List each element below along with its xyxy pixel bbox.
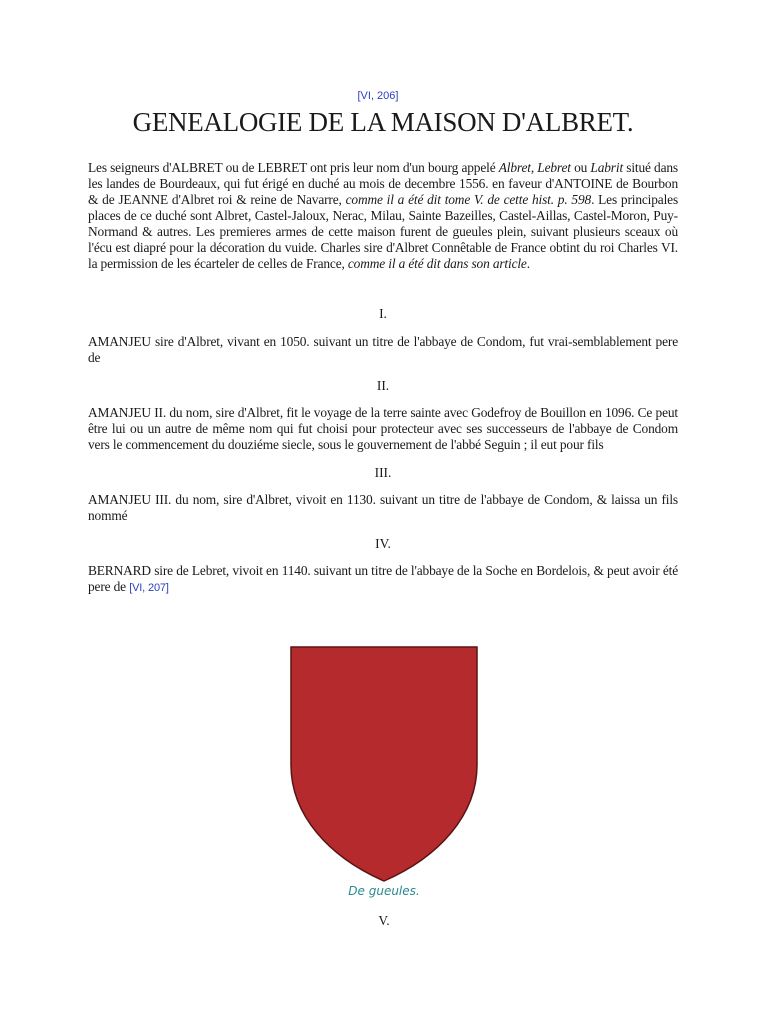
page-title: GENEALOGIE DE LA MAISON D'ALBRET. [132, 107, 634, 137]
section-paragraph-3: AMANJEU III. du nom, sire d'Albret, vivoit en 1130. suivant un titre de l'abbaye de Condom, & laissa un fils nommé [88, 492, 678, 523]
intro-italic-article: comme il a été dit dans son article [347, 256, 527, 271]
intro-italic-reference: comme il a été dit tome V. de cette hist. p. 598 [345, 192, 592, 207]
intro-text-4: situé dans les landes de Bourdeaux, qui fut érigé en duché au mois de decembre 1556. en faveur d'ANTOINE de Bourbon & de JEANNE d'Albret roi & reine de Navarre, [88, 160, 678, 207]
intro-text-6: . [526, 256, 530, 271]
coat-of-arms-shield-icon [289, 645, 479, 883]
intro-paragraph [88, 160, 678, 272]
intro-italic-lebret: Lebret [537, 160, 571, 175]
intro-italic-albret: Albret [498, 160, 531, 175]
section-paragraph-4-text: BERNARD sire de Lebret, vivoit en 1140. suivant un titre de l'abbaye de la Soche en Bordelois, & peut avoir été pere de [88, 563, 678, 594]
page-reference-top[interactable]: [VI, 206] [357, 90, 399, 102]
section-number-3: III. [374, 465, 392, 480]
shield-caption: De gueules. [348, 884, 420, 898]
intro-text-5: . Les principales places de ce duché sont Albret, Castel-Jaloux, Nerac, Milau, Sainte Bazeilles, Castel-Aillas, Castel-Moron, Puy-Normand & autres. Les premieres armes de cette maison furent de gueules plein, suivant plusieurs sceaux où l'écu est diapré pour la décoration du vuide. Charles sire d'Albret Connêtable de France obtint du roi Charles VI. la permission de les écarteler de celles de France, [88, 192, 679, 271]
page-reference-inline[interactable]: [VI, 207] [129, 582, 169, 594]
intro-text-3: ou [570, 160, 591, 175]
section-number-5: V. [378, 913, 390, 928]
section-number-4: IV. [375, 536, 391, 551]
section-paragraph-1: AMANJEU sire d'Albret, vivant en 1050. suivant un titre de l'abbaye de Condom, fut vrai-semblablement pere de [88, 334, 678, 365]
intro-italic-labrit: Labrit [590, 160, 624, 175]
intro-text-1: Les seigneurs d'ALBRET ou de LEBRET ont pris leur nom d'un bourg appelé [88, 160, 499, 175]
section-number-2: II. [376, 378, 390, 393]
shield-shape [291, 647, 477, 881]
section-number-1: I. [379, 306, 387, 321]
section-paragraph-4 [88, 563, 678, 596]
document-body [88, 90, 678, 596]
intro-text-2: , [530, 160, 538, 175]
section-paragraph-2: AMANJEU II. du nom, sire d'Albret, fit le voyage de la terre sainte avec Godefroy de Bouillon en 1096. Ce peut être lui ou un autre de même nom qui fut choisi pour protecteur avec ses successeurs de l'abbaye de Condom vers le commencement du douziéme siecle, sous le gouvernement de l'abbé Seguin ; il eut pour fils [88, 405, 678, 452]
